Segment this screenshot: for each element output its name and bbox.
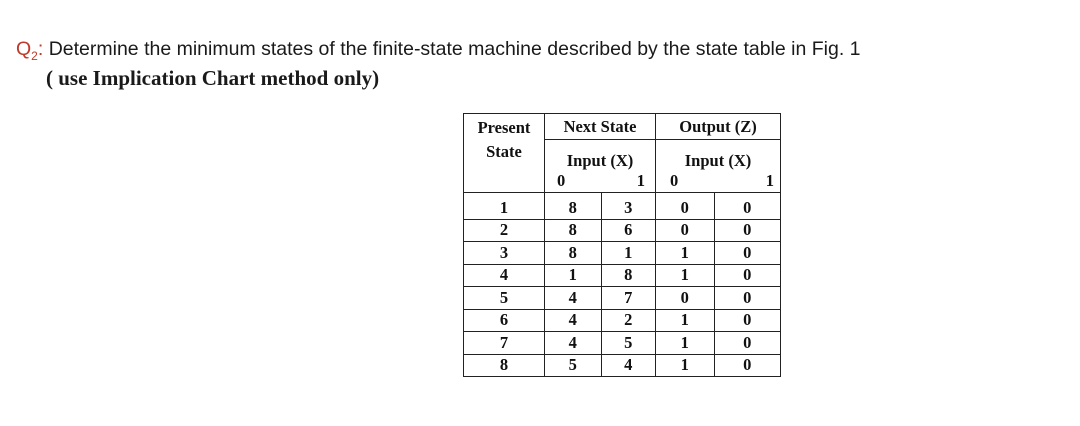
table-cell-out1: 0 [714,242,781,265]
table-cell-out0: 1 [656,332,715,355]
table-cell-out1: 0 [714,332,781,355]
table-cell-out0: 1 [656,242,715,265]
table-cell-out0: 1 [656,309,715,332]
question-line [16,38,861,63]
table-cell-out1: 0 [714,354,781,377]
table-cell-out1: 0 [714,219,781,242]
present-state-header: Present State [464,114,545,193]
method-note: ( use Implication Chart method only) [46,66,380,90]
output-input-header: Input (X) [656,140,781,171]
table-cell-next0: 4 [545,332,602,355]
table-cell-present: 6 [464,309,545,332]
table-cell-out0: 1 [656,354,715,377]
table-row [464,264,781,287]
table-cell-next1: 2 [601,309,656,332]
table-cell-next0: 5 [545,354,602,377]
table-row [464,309,781,332]
table-cell-present: 8 [464,354,545,377]
table-row [464,287,781,310]
table-cell-out1: 0 [714,287,781,310]
table-cell-next0: 8 [545,219,602,242]
table-cell-out0: 0 [656,193,715,220]
table-cell-out1: 0 [714,309,781,332]
next-input-header: Input (X) [545,140,656,171]
table-row [464,242,781,265]
table-cell-next1: 7 [601,287,656,310]
table-cell-next0: 1 [545,264,602,287]
table-cell-present: 4 [464,264,545,287]
table-row [464,193,781,220]
table-cell-out0: 1 [656,264,715,287]
next-state-header: Next State [545,114,656,140]
output-header: Output (Z) [656,114,781,140]
table-cell-next1: 3 [601,193,656,220]
output-bit-1: 1 [714,170,781,193]
table-cell-out1: 0 [714,264,781,287]
state-table [463,113,781,377]
next-bit-1: 1 [601,170,656,193]
table-cell-present: 3 [464,242,545,265]
table-row [464,332,781,355]
table-cell-next0: 4 [545,287,602,310]
question-label: $Q_2$: [16,38,44,63]
table-cell-next1: 1 [601,242,656,265]
table-cell-next1: 5 [601,332,656,355]
table-cell-next1: 6 [601,219,656,242]
table-cell-next0: 4 [545,309,602,332]
table-cell-present: 2 [464,219,545,242]
table-cell-present: 7 [464,332,545,355]
table-cell-next1: 8 [601,264,656,287]
table-cell-next0: 8 [545,242,602,265]
table-cell-next1: 4 [601,354,656,377]
question-text: Determine the minimum states of the finite-state machine described by the state table in Fig. 1 [48,38,861,60]
table-cell-present: 1 [464,193,545,220]
table-row [464,219,781,242]
table-cell-out1: 0 [714,193,781,220]
output-bit-0: 0 [656,170,715,193]
table-cell-present: 5 [464,287,545,310]
table-cell-out0: 0 [656,287,715,310]
table-row [464,354,781,377]
table-cell-next0: 8 [545,193,602,220]
table-cell-out0: 0 [656,219,715,242]
next-bit-0: 0 [545,170,602,193]
